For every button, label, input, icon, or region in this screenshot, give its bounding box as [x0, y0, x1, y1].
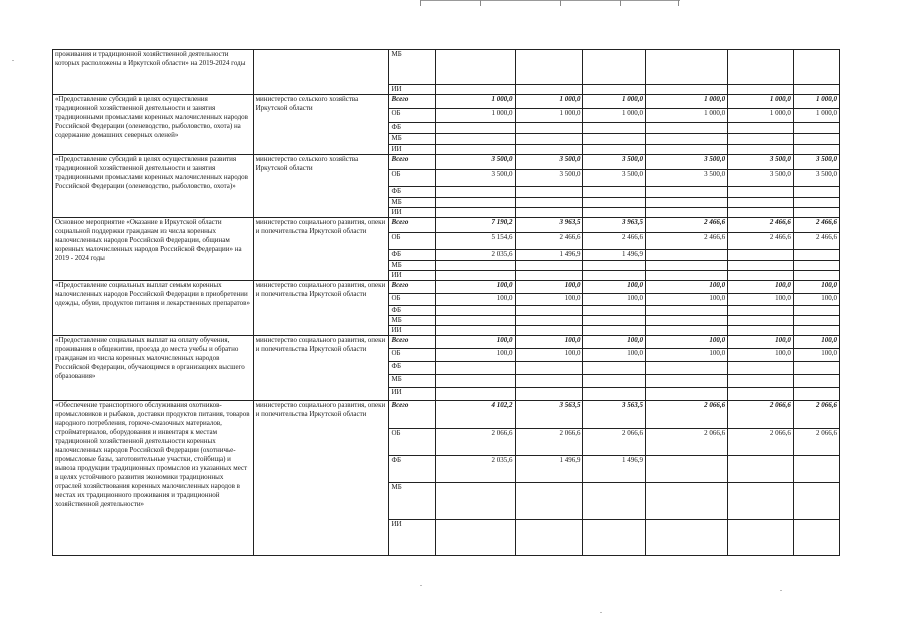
- funding-source-cell: МБ: [389, 316, 435, 326]
- amount-cell: [435, 198, 515, 208]
- amount-cell: 3 500,0: [583, 155, 645, 170]
- funding-source-cell: ФБ: [389, 456, 435, 483]
- funding-source-cell: ИИ: [389, 208, 435, 218]
- amount-cell: 100,0: [645, 281, 727, 294]
- amount-cell: [435, 483, 515, 520]
- table-row: [53, 218, 840, 233]
- amount-cell: 3 500,0: [728, 170, 794, 187]
- amount-cell: [728, 362, 794, 375]
- amount-cell: 2 066,6: [728, 429, 794, 456]
- amount-cell: 1 000,0: [435, 109, 515, 123]
- funding-source-cell: ОБ: [389, 429, 435, 456]
- amount-cell: [435, 145, 515, 155]
- funding-source-cell: МБ: [389, 134, 435, 145]
- event-name-cell: «Предоставление социальных выплат семьям коренных малочисленных народов Российской Федерации в приобретении одежды, обуви, продуктов питания и лекарственных препаратов»: [53, 281, 254, 336]
- amount-cell: 100,0: [793, 281, 839, 294]
- amount-cell: [435, 85, 515, 95]
- amount-cell: [583, 50, 645, 85]
- funding-source-cell: ОБ: [389, 233, 435, 250]
- amount-cell: [793, 388, 839, 401]
- amount-cell: [728, 50, 794, 85]
- amount-cell: [728, 261, 794, 271]
- amount-cell: [645, 326, 727, 336]
- amount-cell: [515, 316, 583, 326]
- amount-cell: 3 500,0: [793, 170, 839, 187]
- amount-cell: [515, 306, 583, 316]
- amount-cell: 3 500,0: [583, 170, 645, 187]
- amount-cell: 100,0: [793, 349, 839, 362]
- funding-source-cell: ФБ: [389, 187, 435, 198]
- amount-cell: [583, 261, 645, 271]
- funding-source-cell: ФБ: [389, 306, 435, 316]
- amount-cell: 100,0: [515, 336, 583, 349]
- amount-cell: [515, 123, 583, 134]
- budget-table: [52, 49, 840, 556]
- table-row: [53, 336, 840, 349]
- funding-source-cell: МБ: [389, 375, 435, 388]
- amount-cell: [793, 362, 839, 375]
- funding-source-cell: ФБ: [389, 123, 435, 134]
- funding-source-cell: ОБ: [389, 170, 435, 187]
- amount-cell: [515, 388, 583, 401]
- amount-cell: [435, 208, 515, 218]
- amount-cell: 1 000,0: [645, 95, 727, 109]
- amount-cell: 1 000,0: [515, 109, 583, 123]
- amount-cell: [728, 85, 794, 95]
- amount-cell: 3 500,0: [793, 155, 839, 170]
- amount-cell: [728, 123, 794, 134]
- event-name-cell: «Предоставление социальных выплат на оплату обучения, проживания в общежитии, проезда до места учебы и обратно гражданам из числа коренных малочисленных народов Российской Федерации, обучающимся в организациях высшего образования»: [53, 336, 254, 401]
- amount-cell: [515, 134, 583, 145]
- amount-cell: [583, 271, 645, 281]
- amount-cell: 1 000,0: [435, 95, 515, 109]
- amount-cell: [583, 388, 645, 401]
- amount-cell: [793, 306, 839, 316]
- amount-cell: 2 066,6: [645, 429, 727, 456]
- responsible-org-cell: министерство социального развития, опеки и попечительства Иркутской области: [253, 281, 389, 336]
- amount-cell: 100,0: [728, 349, 794, 362]
- amount-cell: [793, 520, 839, 556]
- event-name-cell: «Обеспечение транспортного обслуживания охотников-промысловиков и рыбаков, доставки продуктов питания, товаров народного потребления, горюче-смазочных материалов, стройматериалов, оборудования и инвентаря к местам традиционной хозяйственной деятельности коренных малочисленных народов Российской Федерации (охотничье-промысловые базы, заготовительные участки, стойбища) и вывоза продукции традиционных промыслов из указанных мест в целях устойчивого развития экономики традиционных отраслей хозяйствования коренных малочисленных народов в местах их традиционного проживания и традиционной хозяйственной деятельности»: [53, 401, 254, 556]
- amount-cell: 100,0: [728, 336, 794, 349]
- amount-cell: [645, 208, 727, 218]
- responsible-org-cell: [253, 50, 389, 95]
- amount-cell: [435, 326, 515, 336]
- amount-cell: 1 000,0: [793, 109, 839, 123]
- amount-cell: [583, 134, 645, 145]
- amount-cell: 2 066,6: [515, 429, 583, 456]
- amount-cell: 100,0: [435, 281, 515, 294]
- amount-cell: [645, 375, 727, 388]
- amount-cell: [645, 134, 727, 145]
- funding-source-cell: ИИ: [389, 271, 435, 281]
- amount-cell: [645, 145, 727, 155]
- amount-cell: [645, 362, 727, 375]
- amount-cell: [435, 316, 515, 326]
- funding-source-cell: МБ: [389, 50, 435, 85]
- funding-source-cell: Всего: [389, 336, 435, 349]
- amount-cell: [645, 520, 727, 556]
- event-name-cell: проживания и традиционной хозяйственной деятельности которых расположены в Иркутской области» на 2019-2024 годы: [53, 50, 254, 95]
- amount-cell: 100,0: [515, 294, 583, 306]
- amount-cell: [793, 483, 839, 520]
- amount-cell: 3 963,5: [515, 218, 583, 233]
- amount-cell: 1 496,9: [583, 456, 645, 483]
- amount-cell: 4 102,2: [435, 401, 515, 429]
- funding-source-cell: ОБ: [389, 349, 435, 362]
- amount-cell: [645, 316, 727, 326]
- amount-cell: 2 066,6: [793, 429, 839, 456]
- amount-cell: [515, 85, 583, 95]
- funding-source-cell: ИИ: [389, 520, 435, 556]
- table-row: [53, 155, 840, 170]
- amount-cell: 3 500,0: [515, 170, 583, 187]
- amount-cell: 2 466,6: [645, 233, 727, 250]
- amount-cell: [515, 198, 583, 208]
- amount-cell: 2 466,6: [728, 233, 794, 250]
- amount-cell: [728, 250, 794, 261]
- amount-cell: [515, 483, 583, 520]
- amount-cell: [793, 145, 839, 155]
- amount-cell: [793, 50, 839, 85]
- amount-cell: 2 466,6: [728, 218, 794, 233]
- scan-speck: [12, 60, 14, 61]
- responsible-org-cell: министерство социального развития, опеки и попечительства Иркутской области: [253, 336, 389, 401]
- amount-cell: [728, 520, 794, 556]
- amount-cell: 100,0: [435, 294, 515, 306]
- table-row: [53, 281, 840, 294]
- amount-cell: [583, 326, 645, 336]
- amount-cell: [793, 123, 839, 134]
- amount-cell: [583, 187, 645, 198]
- funding-source-cell: ОБ: [389, 109, 435, 123]
- amount-cell: [728, 187, 794, 198]
- amount-cell: [435, 134, 515, 145]
- amount-cell: [728, 198, 794, 208]
- amount-cell: [583, 362, 645, 375]
- amount-cell: 3 563,5: [583, 401, 645, 429]
- amount-cell: 2 466,6: [793, 233, 839, 250]
- amount-cell: 2 466,6: [583, 233, 645, 250]
- responsible-org-cell: министерство социального развития, опеки и попечительства Иркутской области: [253, 401, 389, 556]
- amount-cell: 1 000,0: [793, 95, 839, 109]
- amount-cell: [435, 271, 515, 281]
- amount-cell: [793, 456, 839, 483]
- amount-cell: [793, 261, 839, 271]
- amount-cell: 3 963,5: [583, 218, 645, 233]
- amount-cell: 2 066,6: [645, 401, 727, 429]
- funding-source-cell: МБ: [389, 198, 435, 208]
- amount-cell: 1 000,0: [645, 109, 727, 123]
- amount-cell: [793, 375, 839, 388]
- amount-cell: [793, 316, 839, 326]
- amount-cell: [515, 145, 583, 155]
- amount-cell: [645, 85, 727, 95]
- page-top-rule: [420, 0, 680, 3]
- scan-speck: [420, 585, 422, 586]
- amount-cell: 3 500,0: [435, 170, 515, 187]
- amount-cell: 1 000,0: [583, 109, 645, 123]
- amount-cell: [645, 271, 727, 281]
- amount-cell: 3 500,0: [728, 155, 794, 170]
- amount-cell: [645, 261, 727, 271]
- responsible-org-cell: министерство социального развития, опеки и попечительства Иркутской области: [253, 218, 389, 281]
- amount-cell: [728, 134, 794, 145]
- amount-cell: [515, 271, 583, 281]
- funding-source-cell: МБ: [389, 261, 435, 271]
- amount-cell: 100,0: [515, 349, 583, 362]
- amount-cell: [645, 50, 727, 85]
- funding-source-cell: Всего: [389, 401, 435, 429]
- amount-cell: [645, 456, 727, 483]
- amount-cell: [645, 187, 727, 198]
- funding-source-cell: МБ: [389, 483, 435, 520]
- funding-source-cell: ИИ: [389, 85, 435, 95]
- amount-cell: [435, 520, 515, 556]
- amount-cell: 2 035,6: [435, 250, 515, 261]
- amount-cell: 1 496,9: [583, 250, 645, 261]
- amount-cell: 2 466,6: [515, 233, 583, 250]
- amount-cell: [793, 198, 839, 208]
- amount-cell: 100,0: [583, 294, 645, 306]
- amount-cell: [583, 85, 645, 95]
- amount-cell: [435, 362, 515, 375]
- amount-cell: [515, 187, 583, 198]
- amount-cell: [728, 145, 794, 155]
- amount-cell: [515, 362, 583, 375]
- funding-source-cell: ИИ: [389, 145, 435, 155]
- amount-cell: [583, 520, 645, 556]
- amount-cell: 100,0: [793, 336, 839, 349]
- amount-cell: 3 500,0: [515, 155, 583, 170]
- amount-cell: [645, 388, 727, 401]
- amount-cell: 100,0: [435, 349, 515, 362]
- amount-cell: 2 066,6: [583, 429, 645, 456]
- amount-cell: 1 496,9: [515, 250, 583, 261]
- amount-cell: [583, 316, 645, 326]
- amount-cell: 2 066,6: [728, 401, 794, 429]
- amount-cell: 100,0: [583, 336, 645, 349]
- event-name-cell: «Предоставление субсидий в целях осуществления традиционной хозяйственной деятельности и занятия традиционными промыслами коренных малочисленных народов Российской Федерации (оленеводство, рыболовство, охота) на содержание домашних северных оленей»: [53, 95, 254, 155]
- table-row: [53, 401, 840, 429]
- amount-cell: [793, 85, 839, 95]
- table-row: [53, 50, 840, 85]
- amount-cell: [583, 375, 645, 388]
- amount-cell: 100,0: [515, 281, 583, 294]
- amount-cell: [793, 326, 839, 336]
- amount-cell: [583, 123, 645, 134]
- amount-cell: 2 066,6: [793, 401, 839, 429]
- amount-cell: [583, 208, 645, 218]
- scan-speck: [780, 590, 782, 591]
- amount-cell: 1 000,0: [728, 109, 794, 123]
- amount-cell: 100,0: [728, 281, 794, 294]
- amount-cell: [645, 250, 727, 261]
- amount-cell: [793, 208, 839, 218]
- amount-cell: 1 496,9: [515, 456, 583, 483]
- amount-cell: [515, 520, 583, 556]
- amount-cell: [435, 261, 515, 271]
- budget-table-body: [53, 50, 840, 556]
- amount-cell: 1 000,0: [515, 95, 583, 109]
- amount-cell: 100,0: [793, 294, 839, 306]
- amount-cell: [728, 316, 794, 326]
- amount-cell: [435, 187, 515, 198]
- responsible-org-cell: министерство сельского хозяйства Иркутской области: [253, 95, 389, 155]
- amount-cell: [515, 326, 583, 336]
- amount-cell: 100,0: [645, 294, 727, 306]
- funding-source-cell: Всего: [389, 155, 435, 170]
- event-name-cell: Основное мероприятие «Оказание в Иркутской области социальной поддержки гражданам из числа коренных малочисленных народов Российской Федерации, общинам коренных малочисленных народов Российской Федерации» на 2019 - 2024 годы: [53, 218, 254, 281]
- amount-cell: [645, 483, 727, 520]
- funding-source-cell: ФБ: [389, 250, 435, 261]
- amount-cell: [515, 50, 583, 85]
- funding-source-cell: ИИ: [389, 326, 435, 336]
- amount-cell: 2 035,6: [435, 456, 515, 483]
- amount-cell: [435, 388, 515, 401]
- amount-cell: [435, 375, 515, 388]
- amount-cell: [728, 271, 794, 281]
- table-row: [53, 95, 840, 109]
- funding-source-cell: Всего: [389, 281, 435, 294]
- amount-cell: [515, 261, 583, 271]
- amount-cell: 100,0: [435, 336, 515, 349]
- amount-cell: [435, 50, 515, 85]
- amount-cell: 100,0: [583, 349, 645, 362]
- amount-cell: [645, 198, 727, 208]
- amount-cell: [793, 187, 839, 198]
- amount-cell: [728, 326, 794, 336]
- amount-cell: [515, 375, 583, 388]
- amount-cell: 100,0: [728, 294, 794, 306]
- amount-cell: 1 000,0: [728, 95, 794, 109]
- amount-cell: [583, 198, 645, 208]
- scan-speck: [600, 612, 602, 613]
- amount-cell: [515, 208, 583, 218]
- amount-cell: [583, 306, 645, 316]
- amount-cell: [728, 456, 794, 483]
- amount-cell: [583, 145, 645, 155]
- responsible-org-cell: министерство сельского хозяйства Иркутской области: [253, 155, 389, 218]
- amount-cell: 3 563,5: [515, 401, 583, 429]
- amount-cell: 7 190,2: [435, 218, 515, 233]
- amount-cell: [645, 123, 727, 134]
- amount-cell: 100,0: [645, 336, 727, 349]
- amount-cell: [645, 306, 727, 316]
- funding-source-cell: Всего: [389, 218, 435, 233]
- amount-cell: 100,0: [583, 281, 645, 294]
- amount-cell: 2 066,6: [435, 429, 515, 456]
- amount-cell: 3 500,0: [645, 170, 727, 187]
- amount-cell: [728, 483, 794, 520]
- amount-cell: [728, 375, 794, 388]
- amount-cell: 5 154,6: [435, 233, 515, 250]
- amount-cell: 3 500,0: [435, 155, 515, 170]
- event-name-cell: «Предоставление субсидий в целях осуществления развития традиционной хозяйственной деятельности и занятия традиционными промыслами коренных малочисленных народов Российской Федерации (оленеводство, рыболовство, охота)»: [53, 155, 254, 218]
- amount-cell: 1 000,0: [583, 95, 645, 109]
- funding-source-cell: ОБ: [389, 294, 435, 306]
- amount-cell: [435, 306, 515, 316]
- amount-cell: [728, 306, 794, 316]
- funding-source-cell: Всего: [389, 95, 435, 109]
- amount-cell: 3 500,0: [645, 155, 727, 170]
- funding-source-cell: ФБ: [389, 362, 435, 375]
- amount-cell: [793, 250, 839, 261]
- amount-cell: 100,0: [645, 349, 727, 362]
- amount-cell: 2 466,6: [793, 218, 839, 233]
- amount-cell: [435, 123, 515, 134]
- funding-source-cell: ИИ: [389, 388, 435, 401]
- amount-cell: [728, 388, 794, 401]
- amount-cell: [583, 483, 645, 520]
- amount-cell: 2 466,6: [645, 218, 727, 233]
- amount-cell: [793, 271, 839, 281]
- amount-cell: [728, 208, 794, 218]
- amount-cell: [793, 134, 839, 145]
